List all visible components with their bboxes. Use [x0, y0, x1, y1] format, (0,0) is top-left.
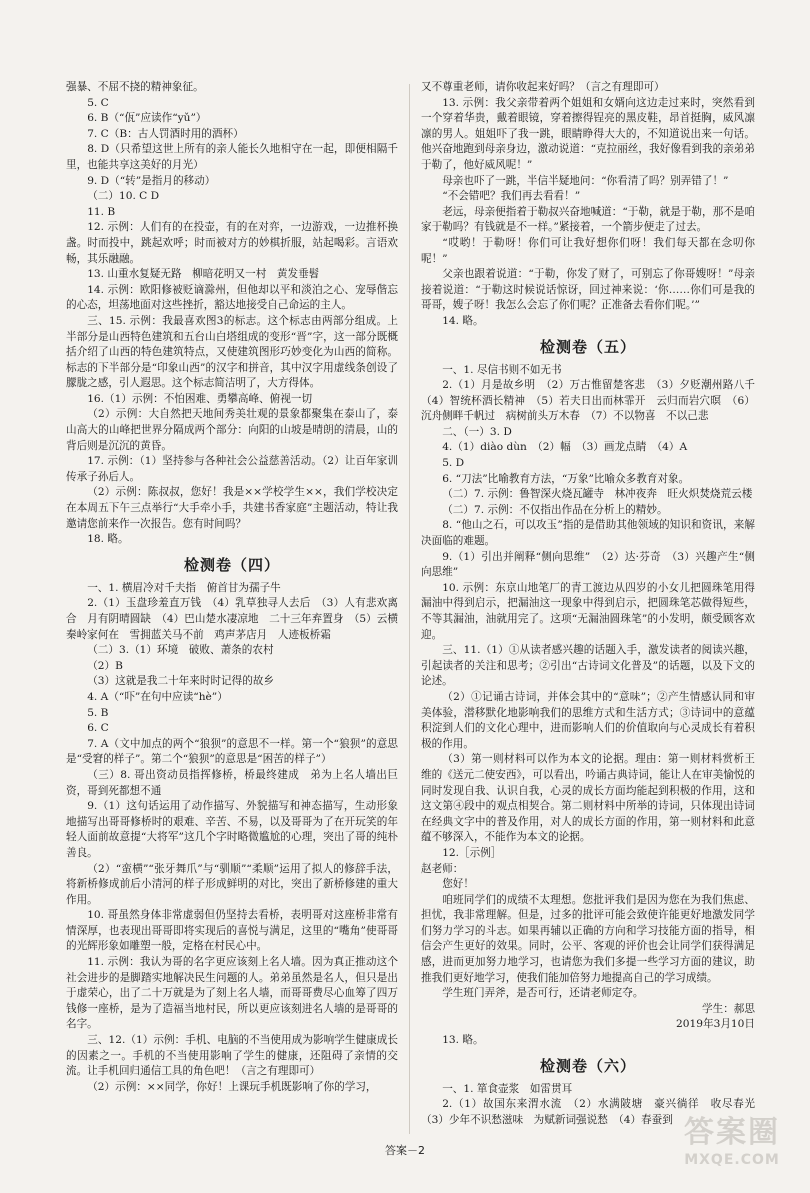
- answer-line: 9. D（“转”是指月的移动）: [87, 174, 216, 187]
- answer-line: “不会错吧？我们再去看看！”: [442, 190, 581, 203]
- watermark-url: MXQE.COM: [684, 1152, 780, 1168]
- answer-line: （2）示例：陈叔叔，您好！我是××学校学生××，我们学校决定在本周五下午三点举行“大手牵小手，共建书香家庭”主题活动，特让我邀请您前来作一次报告。您有时间吗？: [66, 486, 398, 530]
- answer-line: 9.（1）这句话运用了动作描写、外貌描写和神态描写，生动形象地描写出哥哥修桥时的艰难、辛苦、不易，以及哥哥为了在开玩笑的年轻人面前故意提“大将军”这几个字时略微尴尬的心理，突出了哥的纯朴善良。: [66, 800, 398, 859]
- answer-line: 4. A（“吓”在句中应读“hè”）: [87, 690, 228, 703]
- answer-line: 16.（1）示例：不怕困难、勇攀高峰、俯视一切: [87, 392, 313, 405]
- answer-line: （2）①记诵古诗词，并体会其中的“意味”；②产生情感认同和审美体验，潜移默化地影响我们的思维方式和生活方式；③诗词中的意蕴积淀到人们的文化心理中，进而影响人们的价值取向与心灵成长有着积极的作用。: [421, 690, 755, 750]
- answer-line: （二）7. 示例：鲁智深火烧瓦罐寺 林冲夜奔 旺火炽焚烧荒云楼: [442, 488, 753, 501]
- answer-line: 5. B: [87, 706, 109, 719]
- answer-line: 5. C: [87, 96, 109, 109]
- answer-line: 一、1. 尽信书则不如无书: [442, 363, 562, 376]
- answer-line: 母亲也吓了一跳，半信半疑地问：“你看清了吗？别弄错了！”: [442, 174, 729, 187]
- answer-line: 6. “刀法”比喻教育方法，“万象”比喻众多教育对象。: [442, 472, 690, 485]
- answer-line: 2019年3月10日: [676, 1018, 755, 1031]
- answer-line: （2）B: [87, 659, 123, 672]
- answer-line: 13. 略。: [442, 1034, 484, 1047]
- answer-line: （二）3.（1）环境 破败、萧条的农村: [87, 644, 274, 657]
- answer-column-right: [421, 80, 766, 1128]
- answer-line: （二）10. C D: [87, 190, 160, 203]
- answer-line: （3）第一则材料可以作为本文的论据。理由：第一则材料赏析王维的《送元二使安西》，可以看出，吟诵古典诗词，能让人在审美愉悦的同时发现自我、认识自我，心灵的成长方面均能起到积极的作用，这和这文第④段中的观点相契合。第二则材料中所举的诗词，只体现出诗词在经典文字中的普及作用，对人的成长方面的作用，第一则材料和此意蕴不够深入，不能作为本文的论据。: [421, 753, 755, 844]
- section-heading: 检测卷（四）: [183, 555, 280, 574]
- answer-line: 13. 示例：我父亲带着两个姐姐和女婿向这边走过来时，突然看到一个穿着华贵，戴着眼镜，穿着擦得锃亮的黑皮鞋，昂首挺胸，威风凛凛的男人。姐姐吓了我一跳，眼睛睁得大大的，不知道说出来一句话。他兴奋地跑到母亲身边，激动说道：“克拉丽丝，我好像看到我的亲弟弟于勒了，他好威风呢！”: [421, 96, 755, 171]
- answer-line: 18. 略。: [87, 533, 129, 546]
- answer-line: 学生班门弄斧，是否可行，还请老师定夺。: [442, 987, 644, 1000]
- answer-line: 二、（一）3. D: [442, 425, 512, 438]
- answer-line: 11. B: [87, 205, 116, 218]
- answer-line: 学生：郝思: [702, 1002, 755, 1015]
- answer-line: （3）这就是我二十年来时时记得的故乡: [87, 675, 275, 688]
- answer-line: 11. 示例：我认为哥的名字更应该刻上名人墙。因为真正推动这个社会进步的是脚踏实地解决民生问题的人。弟弟虽然是名人，但只是出于虚荣心，出了二十万就是为了刻上名人墙，而哥哥费尽心血筹了四万钱修一座桥，是为了造福当地村民，所以更应该刻进名人墙的是哥哥的名字。: [66, 956, 398, 1031]
- answer-column-left: [66, 80, 398, 1095]
- answer-line: 三、15. 示例：我最喜欢图3的标志。这个标志由两部分组成。上半部分是山西特色建筑和五台山白塔组成的变形“晋”字，这一部分既概括介绍了山西的特色建筑特点，又使建筑图形巧妙变化为山西的简称。标志的下半部分是“印象山西”的汉字和拼音，其中汉字用虚线条创设了朦胧之感，引人遐思。这个标志简洁明了，大方得体。: [66, 314, 398, 390]
- page-footer: 答案－2: [385, 1144, 425, 1157]
- answer-line: 5. D: [442, 457, 465, 470]
- answer-line: 6. B（“佤”应读作“yǔ”）: [87, 112, 207, 125]
- answer-line: （二）7. 示例：不仅指出作品在分析上的精妙。: [442, 503, 668, 516]
- answer-line: 10. 哥虽然身体非常虚弱但仍坚持去看桥，表明哥对这座桥非常有情深厚，也表现出哥哥即将实现后的喜悦与满足，这里的“嘴角”使哥哥的光辉形象如雕塑一般，定格在村民心中。: [66, 909, 398, 953]
- answer-line: 2.（1）玉盘珍羞直万钱 （4）乳草独寻人去后 （3）人有悲欢离合 月有阴晴圆缺 （4）巴山楚水凄凉地 二十三年弃置身 （5）云横秦岭家何在 雪拥蓝关马不前 鸡声茅店月 人迹板桥霜: [66, 597, 398, 641]
- column-divider: [409, 84, 410, 1134]
- answer-line: 赵老师：: [421, 862, 464, 875]
- answer-line: 又不尊重老师，请你收起来好吗？（言之有理即可）: [421, 81, 665, 93]
- answer-line: （三）8. 哥出资动员指挥修桥，桥最终建成 弟为上名人墙出巨资，哥到死都想不通: [66, 768, 398, 797]
- answer-line: 一、1. 横眉冷对千夫指 俯首甘为孺子牛: [87, 581, 281, 594]
- section-heading: 检测卷（六）: [539, 1056, 636, 1075]
- answer-line: 4.（1）diào dùn （2）幅 （3）画龙点睛 （4）A: [442, 441, 688, 454]
- answer-line: 14. 示例：欧阳修被贬谪滁州，但他却以平和淡泊之心、宠辱偕忘的心态，坦荡地面对这些挫折，豁达地接受自己命运的主人。: [66, 283, 398, 312]
- answer-line: 一、1. 箪食壶浆 如雷贯耳: [442, 1082, 573, 1095]
- answer-line: （2）“蛮横”“张牙舞爪”与“驯顺”“柔顺”运用了拟人的修辞手法，将新桥修成前后小清河的样子形成鲜明的对比，突出了新桥修建的重大作用。: [66, 862, 398, 906]
- answer-line: 10. 示例：东京山地笔厂的青工渡边从四岁的小女儿把圆珠笔用得漏油中得到启示，把漏油这一现象中得到启示，把圆珠笔芯做得短些，不等其漏油，油就用完了。这项“无漏油圆珠笔”的小发明，颇受顾客欢迎。: [421, 581, 755, 641]
- answer-line: 7. C（B：古人罚酒时用的酒杯）: [87, 127, 244, 140]
- section-heading: 检测卷（五）: [539, 337, 636, 356]
- answer-line: 三、12.（1）示例：手机、电脑的不当使用成为影响学生健康成长的因素之一。手机的不当使用影响了学生的健康，还阻碍了亲情的交流。让手机回归通信工具的角色吧！（言之有理即可）: [66, 1034, 398, 1078]
- answer-line: 9.（1）引出并阐释“侧向思维” （2）达·芬奇 （3）兴趣产生“侧向思维”: [421, 550, 755, 579]
- answer-line: 2.（1）故国东来渭水流 （2）水满陂塘 豪兴徜徉 收尽春光 （3）少年不识愁滋味 为赋新词强说愁 （4）春蚕到: [421, 1098, 766, 1126]
- answer-line: 老远，母亲便指着于勒叔兴奋地喊道：“于勒，就是于勒，那不是咱家于勒吗？有钱就是不一样。”紧接着，一个箭步便走了过去。: [421, 205, 755, 234]
- answer-line: 三、11.（1）①从读者感兴趣的话题入手，激发读者的阅读兴趣，引起读者的关注和思考；②引出“古诗词文化普及”的话题，以及下文的论述。: [421, 644, 755, 688]
- answer-line: （2）示例：大自然把天地间秀美壮观的景象都聚集在泰山了，泰山高大的山峰把世界分隔成两个部分：向阳的山坡是晴朗的清晨，山的背后则是沉沉的黄昏。: [66, 408, 398, 452]
- answer-line: 13. 山重水复疑无路 柳暗花明又一村 黄发垂髫: [87, 268, 320, 281]
- answer-line: 8. D（只希望这世上所有的亲人能长久地相守在一起，即便相隔千里，也能共享这美好的月光）: [66, 143, 398, 171]
- answer-line: 父亲也跟着说道：“于勒，你发了财了，可别忘了你哥嫂呀！”母亲接着说道：“于勒这时候说话惊讶，回过神来说：‘你……你们可是我的哥哥，嫂子呀！我怎么会忘了你们呢？正准备去看你们呢。’”: [421, 268, 755, 312]
- watermark-text: 答案圈: [684, 1115, 780, 1150]
- watermark-logo: [668, 1115, 796, 1173]
- answer-line: 您好！: [442, 878, 474, 891]
- answer-line: “哎哟！于勒呀！你们可让我好想你们呀！我们每天都在念叨你呢！”: [421, 236, 755, 265]
- answer-line: 6. C: [87, 722, 109, 735]
- answer-line: 咱班同学们的成绩不太理想。您批评我们是因为您在为我们焦虑、担忧，我非常理解。但是，过多的批评可能会致使许能更好地激发同学们努力学习的斗志。如果再辅以正确的方向和学习技能方面的指导，相信会产生更好的效果。同时，公平、客观的评价也会让同学们获得满足感，进而更加努力地学习，也请您为我们多提一些学习方面的建议，助推我们更好地学习，使我们能加倍努力地提高自己的学习成绩。: [421, 893, 755, 984]
- answer-line: 17. 示例：（1）坚持参与各种社会公益慈善活动。（2）让百年家训传承子孙后人。: [66, 455, 398, 483]
- answer-line: 12. 示例：人们有的在投壶，有的在对弈，一边游戏，一边推杯换盏。时而投中，跳起欢呼；时而被对方的妙棋折服，站起喝彩。言语欢畅，其乐融融。: [66, 221, 398, 265]
- answer-line: 强暴、不屈不挠的精神象征。: [66, 81, 204, 93]
- answer-line: 7. A（文中加点的两个“狼狈”的意思不一样。第一个“狼狈”的意思是“受窘的样子”。第二个“狼狈”的意思是“困苦的样子”）: [66, 737, 398, 766]
- answer-line: 8. “他山之石，可以攻玉”指的是借助其他领域的知识和资讯，来解决面临的难题。: [421, 519, 755, 548]
- answer-line: （2）示例：××同学，你好！上课玩手机既影响了你的学习，: [87, 1080, 377, 1093]
- answer-line: 2.（1）月是故乡明 （2）万古惟留楚客悲 （3）夕贬潮州路八千 （4）智统杯酒长精神 （5）若夫日出而林霏开 云归而岩穴暝 （6）沉舟侧畔千帆过 病树前头万木春 （7）不以物喜 不以己悲: [421, 379, 766, 423]
- answer-line: 14. 略。: [442, 314, 484, 327]
- answer-line: 12.［示例］: [442, 846, 502, 859]
